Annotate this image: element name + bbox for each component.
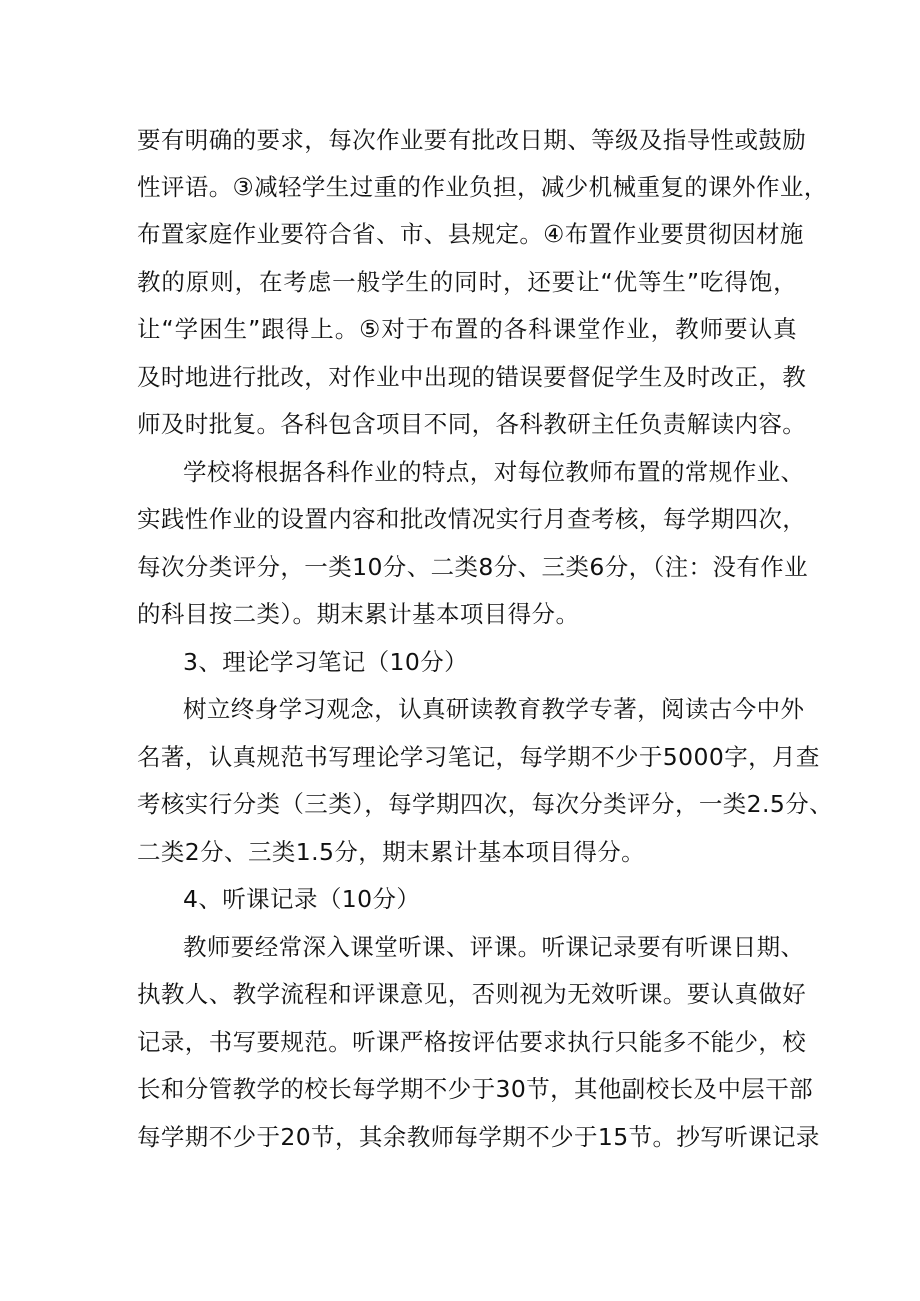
paragraph-start-line: 树立终身学习观念，认真研读教育教学专著，阅读古今中外 — [183, 695, 805, 723]
text-line: 名著，认真规范书写理论学习笔记，每学期不少于5000字，月查 — [137, 743, 820, 771]
text-line: 二类2分、三类1.5分，期末累计基本项目得分。 — [137, 838, 646, 866]
text-line: 及时地进行批改，对作业中出现的错误要督促学生及时改正，教 — [137, 363, 807, 391]
text-line: 每学期不少于20节，其余教师每学期不少于15节。抄写听课记录 — [137, 1123, 820, 1151]
text-line: 布置家庭作业要符合省、市、县规定。④布置作业要贯彻因材施 — [137, 220, 804, 248]
text-line: 教的原则，在考虑一般学生的同时，还要让“优等生”吃得饱， — [137, 268, 797, 296]
paragraph-start-line: 学校将根据各科作业的特点，对每位教师布置的常规作业、 — [183, 458, 805, 486]
text-line: 的科目按二类）。期末累计基本项目得分。 — [137, 600, 580, 628]
text-line: 性评语。③减轻学生过重的作业负担，减少机械重复的课外作业， — [137, 173, 828, 201]
text-line: 师及时批复。各科包含项目不同，各科教研主任负责解读内容。 — [137, 410, 807, 438]
text-line: 执教人、教学流程和评课意见，否则视为无效听课。要认真做好 — [137, 980, 807, 1008]
text-line: 长和分管教学的校长每学期不少于30节，其他副校长及中层干部 — [137, 1075, 814, 1103]
text-line: 记录，书写要规范。听课严格按评估要求执行只能多不能少，校 — [137, 1028, 807, 1056]
text-line: 让“学困生”跟得上。⑤对于布置的各科课堂作业，教师要认真 — [137, 315, 797, 343]
text-line: 每次分类评分，一类10分、二类8分、三类6分，（注：没有作业 — [137, 553, 809, 581]
text-line: 考核实行分类（三类），每学期四次，每次分类评分，一类2.5分、 — [137, 790, 834, 818]
text-line: 实践性作业的设置内容和批改情况实行月查考核，每学期四次， — [137, 505, 807, 533]
text-line: 要有明确的要求，每次作业要有批改日期、等级及指导性或鼓励 — [137, 126, 807, 154]
section-heading: 4、听课记录（10分） — [183, 885, 421, 913]
section-heading: 3、理论学习笔记（10分） — [183, 648, 469, 676]
paragraph-start-line: 教师要经常深入课堂听课、评课。听课记录要有听课日期、 — [183, 933, 805, 961]
